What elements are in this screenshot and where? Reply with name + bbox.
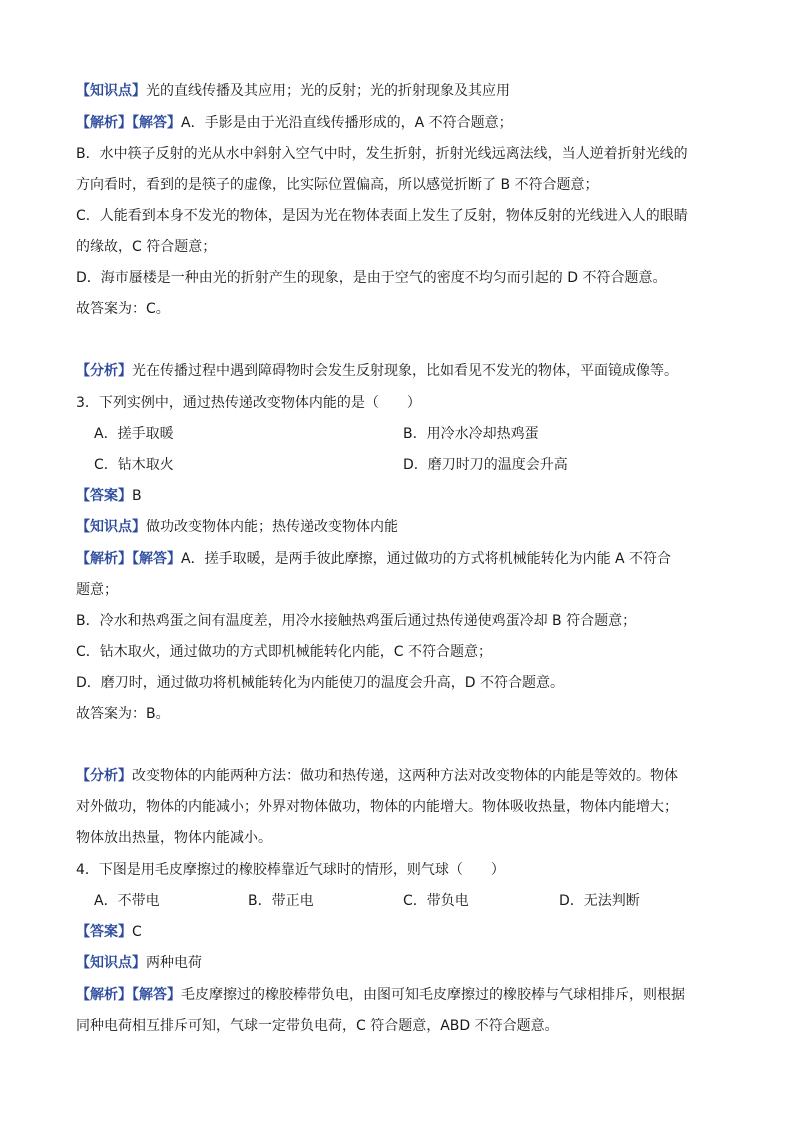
- analysis-line: B．水中筷子反射的光从水中斜射入空气中时，发生折射，折射光线远离法线，当人逆着折射光线的: [76, 146, 688, 162]
- answer-tag: 【解答】: [132, 115, 181, 131]
- knowledge-tag: 【知识点】: [76, 519, 146, 535]
- answer-line: [76, 922, 142, 942]
- final-answer: 故答案为：C。: [76, 301, 170, 317]
- answer-tag: 【答案】: [76, 488, 132, 504]
- analysis-tag: 【解析】: [76, 115, 132, 131]
- analysis-line: D．磨刀时，通过做功将机械能转化为内能使刀的温度会升高，D 不符合题意。: [76, 675, 565, 691]
- analysis-tag: 【解析】: [76, 987, 132, 1003]
- analysis-line: 方向看时，看到的是筷子的虚像，比实际位置偏高，所以感觉折断了 B 不符合题意；: [76, 177, 599, 193]
- answer-tag: 【答案】: [76, 924, 132, 940]
- option-b: B．带正电: [248, 893, 314, 909]
- fenxi-line: [76, 361, 678, 381]
- option-c: C．带负电: [403, 893, 469, 909]
- question-3: 3．下列实例中，通过热传递改变物体内能的是（ ）: [76, 395, 421, 411]
- analysis-line-a: [76, 113, 513, 133]
- analysis-line-a: [76, 549, 671, 569]
- question-4: 4．下图是用毛皮摩擦过的橡胶棒靠近气球时的情形，则气球（ ）: [76, 862, 505, 878]
- option-d: D．磨刀时刀的温度会升高: [403, 457, 568, 473]
- fenxi-text: 改变物体的内能两种方法：做功和热传递，这两种方法对改变物体的内能是等效的。物体: [132, 768, 678, 784]
- analysis-line: 同种电荷相互排斥可知，气球一定带负电荷，C 符合题意，ABD 不符合题意。: [76, 1018, 559, 1034]
- fenxi-text: 光在传播过程中遇到障碍物时会发生反射现象，比如看见不发光的物体，平面镜成像等。: [132, 363, 678, 379]
- fenxi-tag: 【分析】: [76, 768, 132, 784]
- analysis-line: C．人能看到本身不发光的物体，是因为光在物体表面上发生了反射，物体反射的光线进入人的眼睛: [76, 208, 688, 224]
- fenxi-tag: 【分析】: [76, 363, 132, 379]
- option-a: A．不带电: [94, 893, 160, 909]
- analysis-text: A．搓手取暖，是两手彼此摩擦，通过做功的方式将机械能转化为内能 A 不符合: [181, 551, 672, 567]
- analysis-text: 毛皮摩擦过的橡胶棒带负电，由图可知毛皮摩擦过的橡胶棒与气球相排斥，则根据: [181, 987, 685, 1003]
- option-b: B．用冷水冷却热鸡蛋: [403, 426, 539, 442]
- solve-tag: 【解答】: [132, 987, 181, 1003]
- answer-value: C: [132, 924, 142, 940]
- fenxi-line: 对外做功，物体的内能减小；外界对物体做功，物体的内能增大。物体吸收热量，物体内能增大；: [76, 799, 678, 815]
- knowledge-line: [76, 81, 510, 101]
- analysis-line: 的缘故，C 符合题意；: [76, 239, 217, 255]
- option-a: A．搓手取暖: [94, 426, 174, 442]
- answer-line: [76, 486, 142, 506]
- knowledge-tag: 【知识点】: [76, 83, 146, 99]
- knowledge-line: [76, 517, 398, 537]
- knowledge-text: 做功改变物体内能；热传递改变物体内能: [146, 519, 398, 535]
- answer-value: B: [132, 488, 142, 504]
- analysis-text: A．手影是由于光沿直线传播形成的，A 不符合题意；: [181, 115, 513, 131]
- solve-tag: 【解答】: [132, 551, 181, 567]
- final-answer: 故答案为：B。: [76, 706, 170, 722]
- knowledge-line: [76, 953, 202, 973]
- analysis-line-a: [76, 985, 685, 1005]
- analysis-line: 题意；: [76, 582, 118, 598]
- knowledge-text: 光的直线传播及其应用；光的反射；光的折射现象及其应用: [146, 83, 510, 99]
- fenxi-line: [76, 766, 678, 786]
- analysis-line: C．钻木取火，通过做功的方式即机械能转化内能，C 不符合题意；: [76, 644, 492, 660]
- analysis-tag: 【解析】: [76, 551, 132, 567]
- analysis-line: B．冷水和热鸡蛋之间有温度差，用冷水接触热鸡蛋后通过热传递使鸡蛋冷却 B 符合题意；: [76, 613, 637, 629]
- knowledge-tag: 【知识点】: [76, 955, 146, 971]
- option-c: C．钻木取火: [94, 457, 174, 473]
- fenxi-line: 物体放出热量，物体内能减小。: [76, 830, 272, 846]
- knowledge-text: 两种电荷: [146, 955, 202, 971]
- analysis-line: D．海市蜃楼是一种由光的折射产生的现象，是由于空气的密度不均匀而引起的 D 不符合题意。: [76, 270, 667, 286]
- option-d: D．无法判断: [559, 893, 640, 909]
